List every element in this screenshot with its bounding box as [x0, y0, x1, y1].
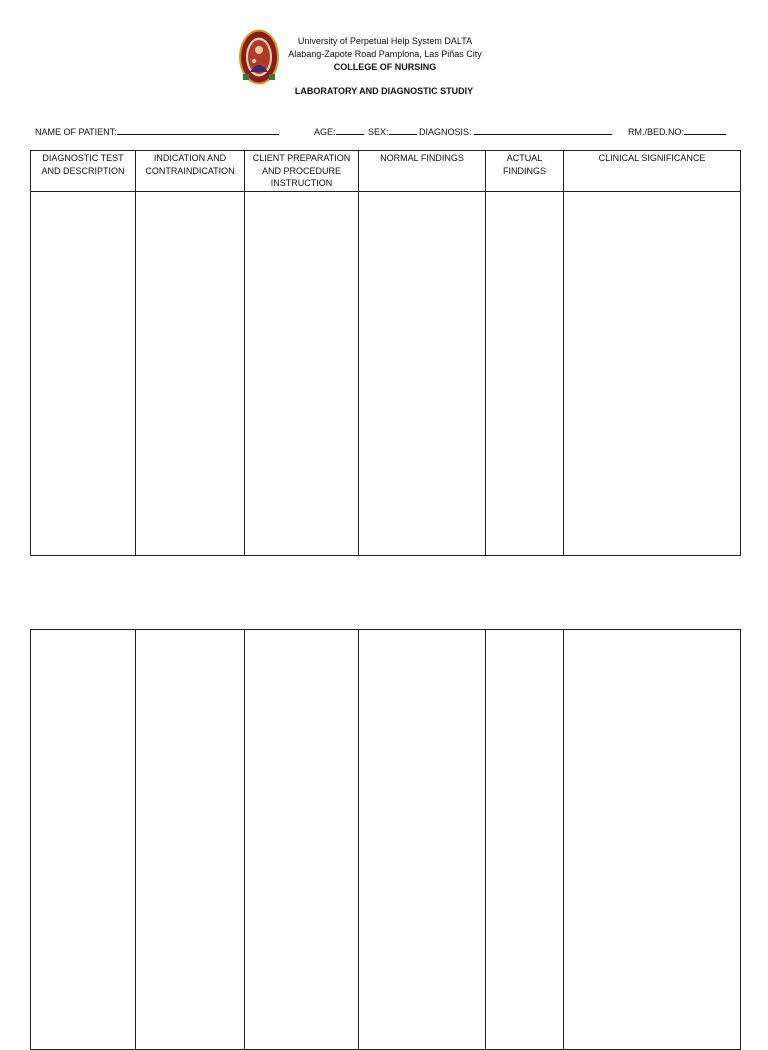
- cell-normal-findings[interactable]: [359, 192, 486, 556]
- diagnosis-line[interactable]: [474, 125, 612, 135]
- header-clinical-significance: CLINICAL SIGNIFICANCE: [564, 151, 741, 192]
- age-line[interactable]: [336, 125, 364, 135]
- diagnosis-label: DIAGNOSIS:: [419, 127, 472, 137]
- sex-label: SEX:: [368, 127, 389, 137]
- lab-study-table-1: [30, 150, 741, 556]
- header-indication: INDICATION AND CONTRAINDICATION: [136, 151, 245, 192]
- sex-line[interactable]: [389, 125, 417, 135]
- cell-client-preparation[interactable]: [245, 192, 359, 556]
- room-bed-line[interactable]: [684, 125, 726, 135]
- patient-name-field[interactable]: [35, 125, 279, 137]
- header-diagnostic-test: DIAGNOSTIC TEST AND DESCRIPTION: [31, 151, 136, 192]
- header-actual-findings: ACTUAL FINDINGS: [486, 151, 564, 192]
- header-client-preparation: CLIENT PREPARATION AND PROCEDURE INSTRUCTION: [245, 151, 359, 192]
- university-address: Alabang-Zapote Road Pamplona, Las Piñas City: [288, 49, 482, 59]
- cell-actual-findings[interactable]: [486, 192, 564, 556]
- age-field[interactable]: [314, 125, 364, 137]
- diagnosis-field[interactable]: [419, 125, 612, 137]
- cell-normal-findings[interactable]: [359, 630, 486, 1050]
- patient-name-line[interactable]: [117, 125, 279, 135]
- cell-clinical-significance[interactable]: [564, 192, 741, 556]
- cell-diagnostic-test[interactable]: [31, 630, 136, 1050]
- cell-indication[interactable]: [136, 630, 245, 1050]
- lab-study-table-2: [30, 629, 741, 1050]
- cell-diagnostic-test[interactable]: [31, 192, 136, 556]
- form-title: LABORATORY AND DIAGNOSTIC STUDIY: [294, 86, 474, 96]
- sex-field[interactable]: [368, 125, 417, 137]
- university-name: University of Perpetual Help System DALTA: [297, 36, 473, 46]
- table-row[interactable]: [31, 630, 741, 1050]
- cell-client-preparation[interactable]: [245, 630, 359, 1050]
- age-label: AGE:: [314, 127, 336, 137]
- cell-indication[interactable]: [136, 192, 245, 556]
- table-row[interactable]: [31, 192, 741, 556]
- institution-header: [270, 35, 500, 74]
- room-bed-field[interactable]: [628, 125, 726, 137]
- header-row: [31, 151, 741, 192]
- header-normal-findings: NORMAL FINDINGS: [359, 151, 486, 192]
- cell-actual-findings[interactable]: [486, 630, 564, 1050]
- cell-clinical-significance[interactable]: [564, 630, 741, 1050]
- patient-name-label: NAME OF PATIENT:: [35, 127, 117, 137]
- room-bed-label: RM./BED.NO:: [628, 127, 685, 137]
- college-name: COLLEGE OF NURSING: [333, 62, 437, 72]
